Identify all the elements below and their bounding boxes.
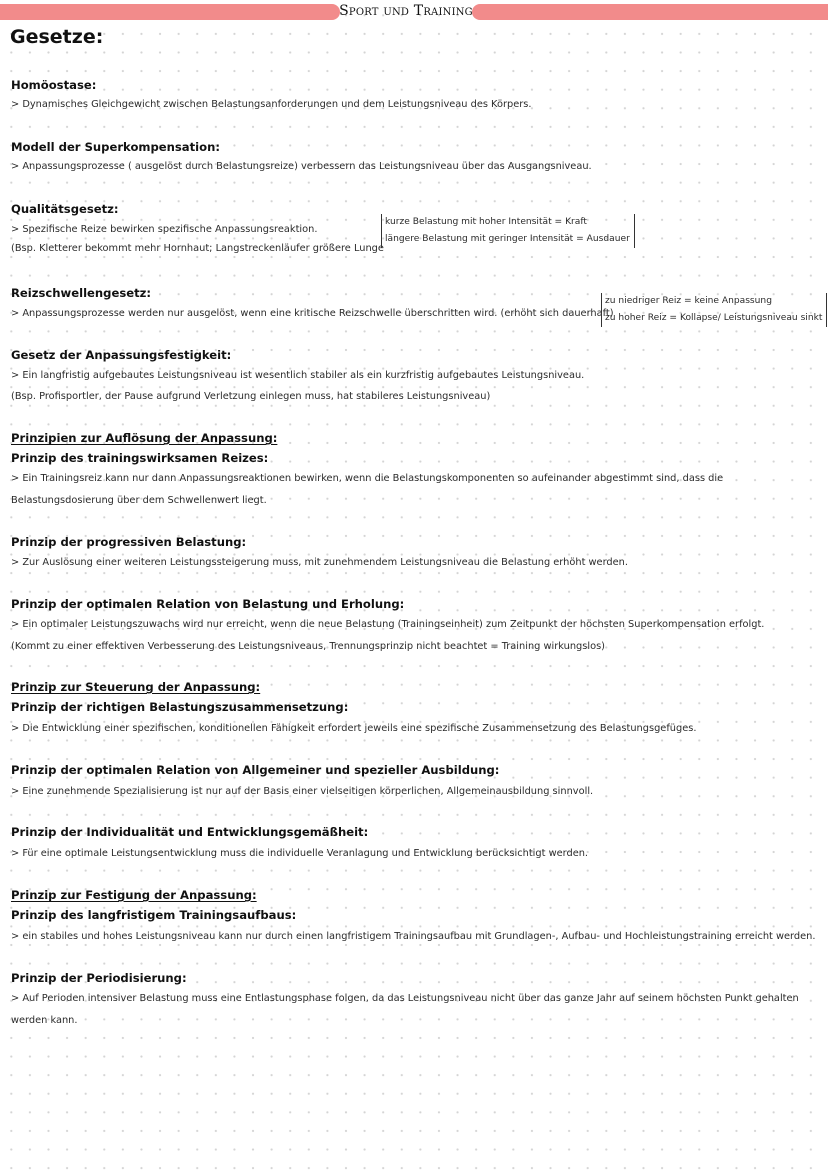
section-text-reizschwelle: > Anpassungsprozesse werden nur ausgelöst, wenn eine kritische Reizschwelle überschritten wird. (erhöht sich dauerhaft) — [11, 308, 614, 319]
bracket-line: zu niedriger Reiz = keine Anpassung — [605, 296, 772, 306]
section-title-reizschwelle: Reizschwellengesetz: — [11, 286, 152, 300]
section-title-individualitaet: Prinzip der Individualität und Entwicklungsgemäßheit: — [11, 825, 369, 839]
group-title-steuerung: Prinzip zur Steuerung der Anpassung: — [11, 680, 261, 694]
bracket-line: längere Belastung mit geringer Intensität = Ausdauer — [385, 234, 630, 244]
section-title-periodisierung: Prinzip der Periodisierung: — [11, 971, 187, 985]
reizschwelle-bracket-box — [601, 293, 827, 327]
bracket-line: kurze Belastung mit hoher Intensität = Kraft — [385, 217, 587, 227]
section-text-trainingswirksam: > Ein Trainingsreiz kann nur dann Anpassungsreaktionen bewirken, wenn die Belastungskomponenten so aufeinander abgestimmt sind, dass die Belastungsdosierung über dem Schwellenwert liegt. — [11, 473, 724, 506]
section-text-individualitaet: > Für eine optimale Leistungsentwicklung muss die individuelle Veranlagung und Entwicklung berücksichtigt werden. — [11, 848, 589, 859]
section-text-superkompensation: > Anpassungsprozesse ( ausgelöst durch Belastungsreize) verbessern das Leistungsniveau über das Ausgangsniveau. — [11, 161, 592, 172]
section-text-progressiv: > Zur Auslösung einer weiteren Leistungssteigerung muss, mit zunehmendem Leistungsniveau die Belastung erhöht werden. — [11, 557, 628, 568]
section-text-relation-erholung-2: (Kommt zu einer effektiven Verbesserung des Leistungsniveaus, Trennungsprinzip nicht beachtet = Training wirkungslos) — [11, 641, 606, 652]
header-accent-bar-left — [0, 4, 340, 20]
section-title-progressiv: Prinzip der progressiven Belastung: — [11, 535, 247, 549]
page-title: Gesetze: — [10, 26, 104, 48]
section-title-relation-erholung: Prinzip der optimalen Relation von Belastung und Erholung: — [11, 597, 405, 611]
section-title-langfristig: Prinzip des langfristigem Trainingsaufbaus: — [11, 908, 297, 922]
section-title-allgemein-speziell: Prinzip der optimalen Relation von Allgemeiner und spezieller Ausbildung: — [11, 763, 500, 777]
section-text-festigkeit-1: > Ein langfristig aufgebautes Leistungsniveau ist wesentlich stabiler als ein kurzfristig aufgebautes Leistungsniveau. — [11, 370, 585, 381]
section-text-langfristig: > ein stabiles und hohes Leistungsniveau kann nur durch einen langfristigem Trainingsaufbau mit Grundlagen-, Aufbau- und Hochleistungstraining erreicht werden. — [11, 931, 816, 942]
section-text-allgemein-speziell: > Eine zunehmende Spezialisierung ist nur auf der Basis einer vielseitigen körperlichen, Allgemeinausbildung sinnvoll. — [11, 786, 594, 797]
section-text-qualitaet-2: (Bsp. Kletterer bekommt mehr Hornhaut; Langstreckenläufer größere Lunge — [11, 243, 384, 254]
section-title-festigkeit: Gesetz der Anpassungsfestigkeit: — [11, 348, 232, 362]
section-text-relation-erholung-1: > Ein optimaler Leistungszuwachs wird nur erreicht, wenn die neue Belastung (Trainingseinheit) zum Zeitpunkt der höchsten Superkompensation erfolgt. — [11, 619, 765, 630]
section-title-zusammensetzung: Prinzip der richtigen Belastungszusammensetzung: — [11, 700, 349, 714]
group-title-ausloesung: Prinzipien zur Auflösung der Anpassung: — [11, 431, 278, 445]
qualitaet-bracket-box — [381, 214, 635, 248]
section-title-trainingswirksam: Prinzip des trainingswirksamen Reizes: — [11, 451, 269, 465]
section-text-periodisierung: > Auf Perioden intensiver Belastung muss eine Entlastungsphase folgen, da das Leistungsniveau nicht über das ganze Jahr auf seinem höchsten Punkt gehalten werden kann. — [11, 993, 799, 1026]
section-text-qualitaet-1: > Spezifische Reize bewirken spezifische Anpassungsreaktion. — [11, 224, 318, 235]
bracket-line: zu hoher Reiz = Kollapse/ Leistungsniveau sinkt — [605, 313, 823, 323]
header-title: Sport und Training — [339, 3, 473, 19]
section-text-zusammensetzung: > Die Entwicklung einer spezifischen, konditionellen Fähigkeit erfordert jeweils eine spezifische Zusammensetzung des Belastungsgefüges. — [11, 723, 697, 734]
section-text-homoostase: > Dynamisches Gleichgewicht zwischen Belastungsanforderungen und dem Leistungsniveau des Körpers. — [11, 99, 532, 110]
section-title-superkompensation: Modell der Superkompensation: — [11, 140, 221, 154]
header-accent-bar-right — [472, 4, 828, 20]
group-title-festigung: Prinzip zur Festigung der Anpassung: — [11, 888, 257, 902]
section-title-qualitaet: Qualitätsgesetz: — [11, 202, 119, 216]
section-title-homoostase: Homöostase: — [11, 78, 97, 92]
section-text-festigkeit-2: (Bsp. Profisportler, der Pause aufgrund Verletzung einlegen muss, hat stabileres Leistungsniveau) — [11, 391, 491, 402]
